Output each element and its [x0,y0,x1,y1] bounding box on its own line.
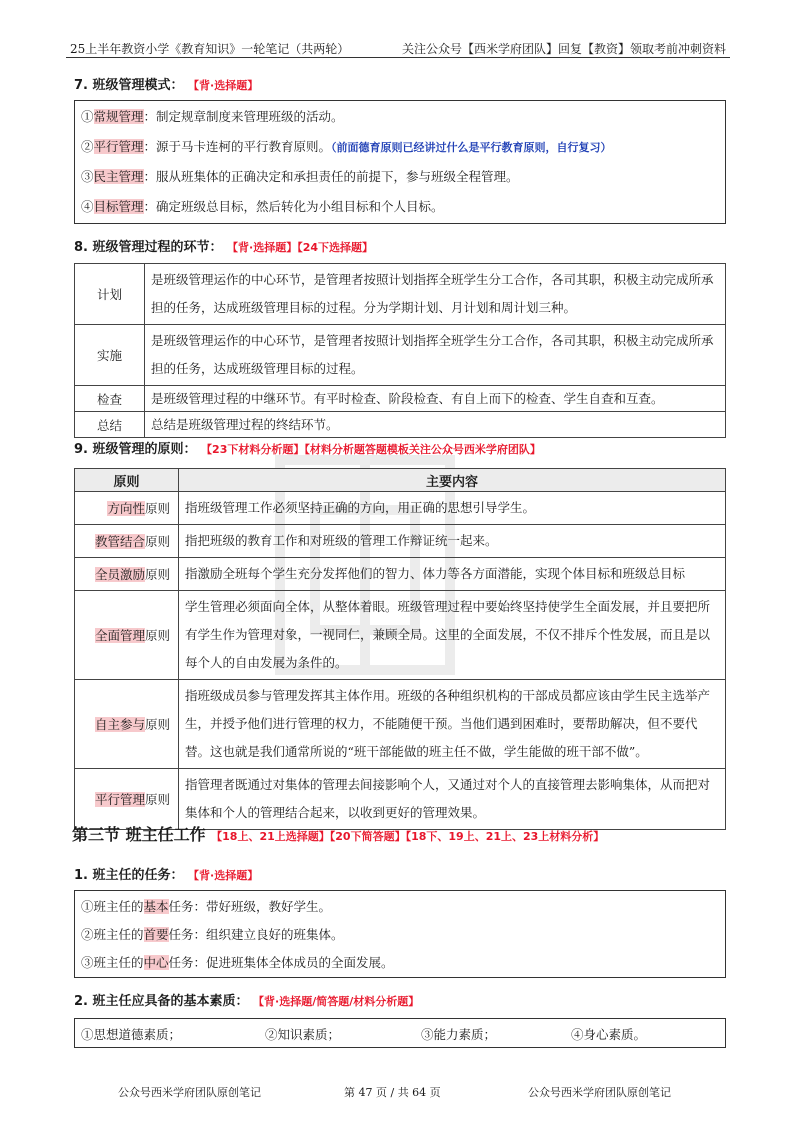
heading-class-management-modes [74,74,258,93]
footer-left: 公众号西米学府团队原创笔记 [118,1086,261,1099]
quality-item: ④身心素质。 [571,1027,647,1042]
table-row [75,386,726,412]
modes-box [74,100,726,224]
section-title-head-teacher [72,822,604,845]
column-header-content: 主要内容 [179,469,726,492]
table-row [75,525,726,558]
process-step: 计划 [75,264,145,325]
mode-item: ④目标管理：确定班级总目标，然后转化为小组目标和个人目标。 [81,199,444,214]
process-description: 总结是班级管理过程的终结环节。 [145,412,726,438]
heading-text: 8. 班级管理过程的环节： [74,240,223,255]
page-header [66,40,730,58]
process-table [74,263,726,438]
table-row [75,264,726,325]
tag-label: 【背·选择题】 [188,869,259,882]
tag-label: 【背·选择题】 [188,79,259,92]
quality-item: ①思想道德素质； [81,1027,182,1042]
tag-label: 【背·选择题】【24下选择题】 [227,241,374,254]
footer-right: 公众号西米学府团队原创笔记 [528,1086,671,1099]
table-row [75,680,726,769]
process-step: 总结 [75,412,145,438]
heading-text: 7. 班级管理模式： [74,78,184,93]
mode-item: ②平行管理：源于马卡连柯的平行教育原则。（前面德育原则已经讲过什么是平行教育原则，自行复习） [81,139,612,154]
principle-content: 指管理者既通过对集体的管理去间接影响个人，又通过对个人的直接管理去影响集体，从而把对集体和个人的管理结合起来，以收到更好的管理效果。 [179,769,726,830]
principle-content: 学生管理必须面向全体，从整体着眼。班级管理过程中要始终坚持使学生全面发展，并且要把所有学生作为管理对象，一视同仁，兼顾全局。这里的全面发展，不仅不排斥个性发展，而且是以每个人的自由发展为条件的。 [179,591,726,680]
process-description: 是班级管理过程的中继环节。有平时检查、阶段检查、有自上而下的检查、学生自查和互查。 [145,386,726,412]
review-note: （前面德育原则已经讲过什么是平行教育原则，自行复习） [331,141,612,154]
principle-name: 教管结合原则 [75,525,179,558]
principles-table [74,468,726,830]
mode-key: 常规管理 [93,109,144,124]
principle-content: 指班级成员参与管理发挥其主体作用。班级的各种组织机构的干部成员都应该由学生民主选举产生，并授予他们进行管理的权力，不能随便干预。当他们遇到困难时，要帮助解决，但不要代替。这也就是我们通常所说的“班干部能做的班主任不做，学生能做的班干部不做”。 [179,680,726,769]
tag-label: 【23下材料分析题】【材料分析题答题模板关注公众号西米学府团队】 [201,443,541,456]
table-row [75,492,726,525]
table-row [75,325,726,386]
task-item: ②班主任的首要任务：组织建立良好的班集体。 [81,927,344,942]
process-step: 实施 [75,325,145,386]
mode-item: ③民主管理：服从班集体的正确决定和承担责任的前提下，参与班级全程管理。 [81,169,519,184]
heading-text: 1. 班主任的任务： [74,868,184,883]
heading-head-teacher-qualities [74,990,419,1009]
heading-head-teacher-tasks [74,864,258,883]
page-number: 第 47 页 / 共 64 页 [344,1086,441,1099]
table-row [75,769,726,830]
process-description: 是班级管理运作的中心环节，是管理者按照计划指挥全班学生分工合作，各司其职，积极主动完成所承担的任务，达成班级管理目标的过程。分为学期计划、月计划和周计划三种。 [145,264,726,325]
quality-item: ③能力素质； [421,1027,497,1042]
heading-management-process [74,236,373,255]
principle-name: 全员激励原则 [75,558,179,591]
principle-name: 自主参与原则 [75,680,179,769]
table-row [75,412,726,438]
table-header-row [75,469,726,492]
principle-content: 指激励全班每个学生充分发挥他们的智力、体力等各方面潜能，实现个体目标和班级总目标 [179,558,726,591]
principle-name: 方向性原则 [75,492,179,525]
principle-content: 指班级管理工作必须坚持正确的方向，用正确的思想引导学生。 [179,492,726,525]
principle-name: 平行管理原则 [75,769,179,830]
header-left: 25上半年教资小学《教育知识》一轮笔记（共两轮） [70,42,350,56]
principle-name: 全面管理原则 [75,591,179,680]
section-title-text: 第三节 班主任工作 [72,825,206,844]
process-description: 是班级管理运作的中心环节，是管理者按照计划指挥全班学生分工合作，各司其职，积极主动完成所承担的任务，达成班级管理目标的过程。 [145,325,726,386]
task-item: ③班主任的中心任务：促进班集体全体成员的全面发展。 [81,955,394,970]
tag-label: 【背·选择题/简答题/材料分析题】 [253,995,420,1008]
column-header-principle: 原则 [75,469,179,492]
process-step: 检查 [75,386,145,412]
heading-text: 2. 班主任应具备的基本素质： [74,994,249,1009]
task-key: 基本 [143,899,169,914]
tasks-box [74,890,726,978]
qualities-box [74,1018,726,1048]
mode-key: 平行管理 [93,139,144,154]
table-row [75,558,726,591]
task-item: ①班主任的基本任务：带好班级，教好学生。 [81,899,332,914]
principle-content: 指把班级的教育工作和对班级的管理工作辩证统一起来。 [179,525,726,558]
table-row [75,591,726,680]
mode-key: 目标管理 [93,199,144,214]
tag-label: 【18上、21上选择题】【20下简答题】【18下、19上、21上、23上材料分析】 [211,830,605,843]
quality-item: ②知识素质； [265,1027,341,1042]
task-key: 中心 [143,955,169,970]
heading-text: 9. 班级管理的原则： [74,442,197,457]
task-key: 首要 [143,927,169,942]
header-right: 关注公众号【西米学府团队】回复【教资】领取考前冲刺资料 [401,42,726,56]
mode-key: 民主管理 [93,169,144,184]
mode-item: ①常规管理：制定规章制度来管理班级的活动。 [81,109,344,124]
